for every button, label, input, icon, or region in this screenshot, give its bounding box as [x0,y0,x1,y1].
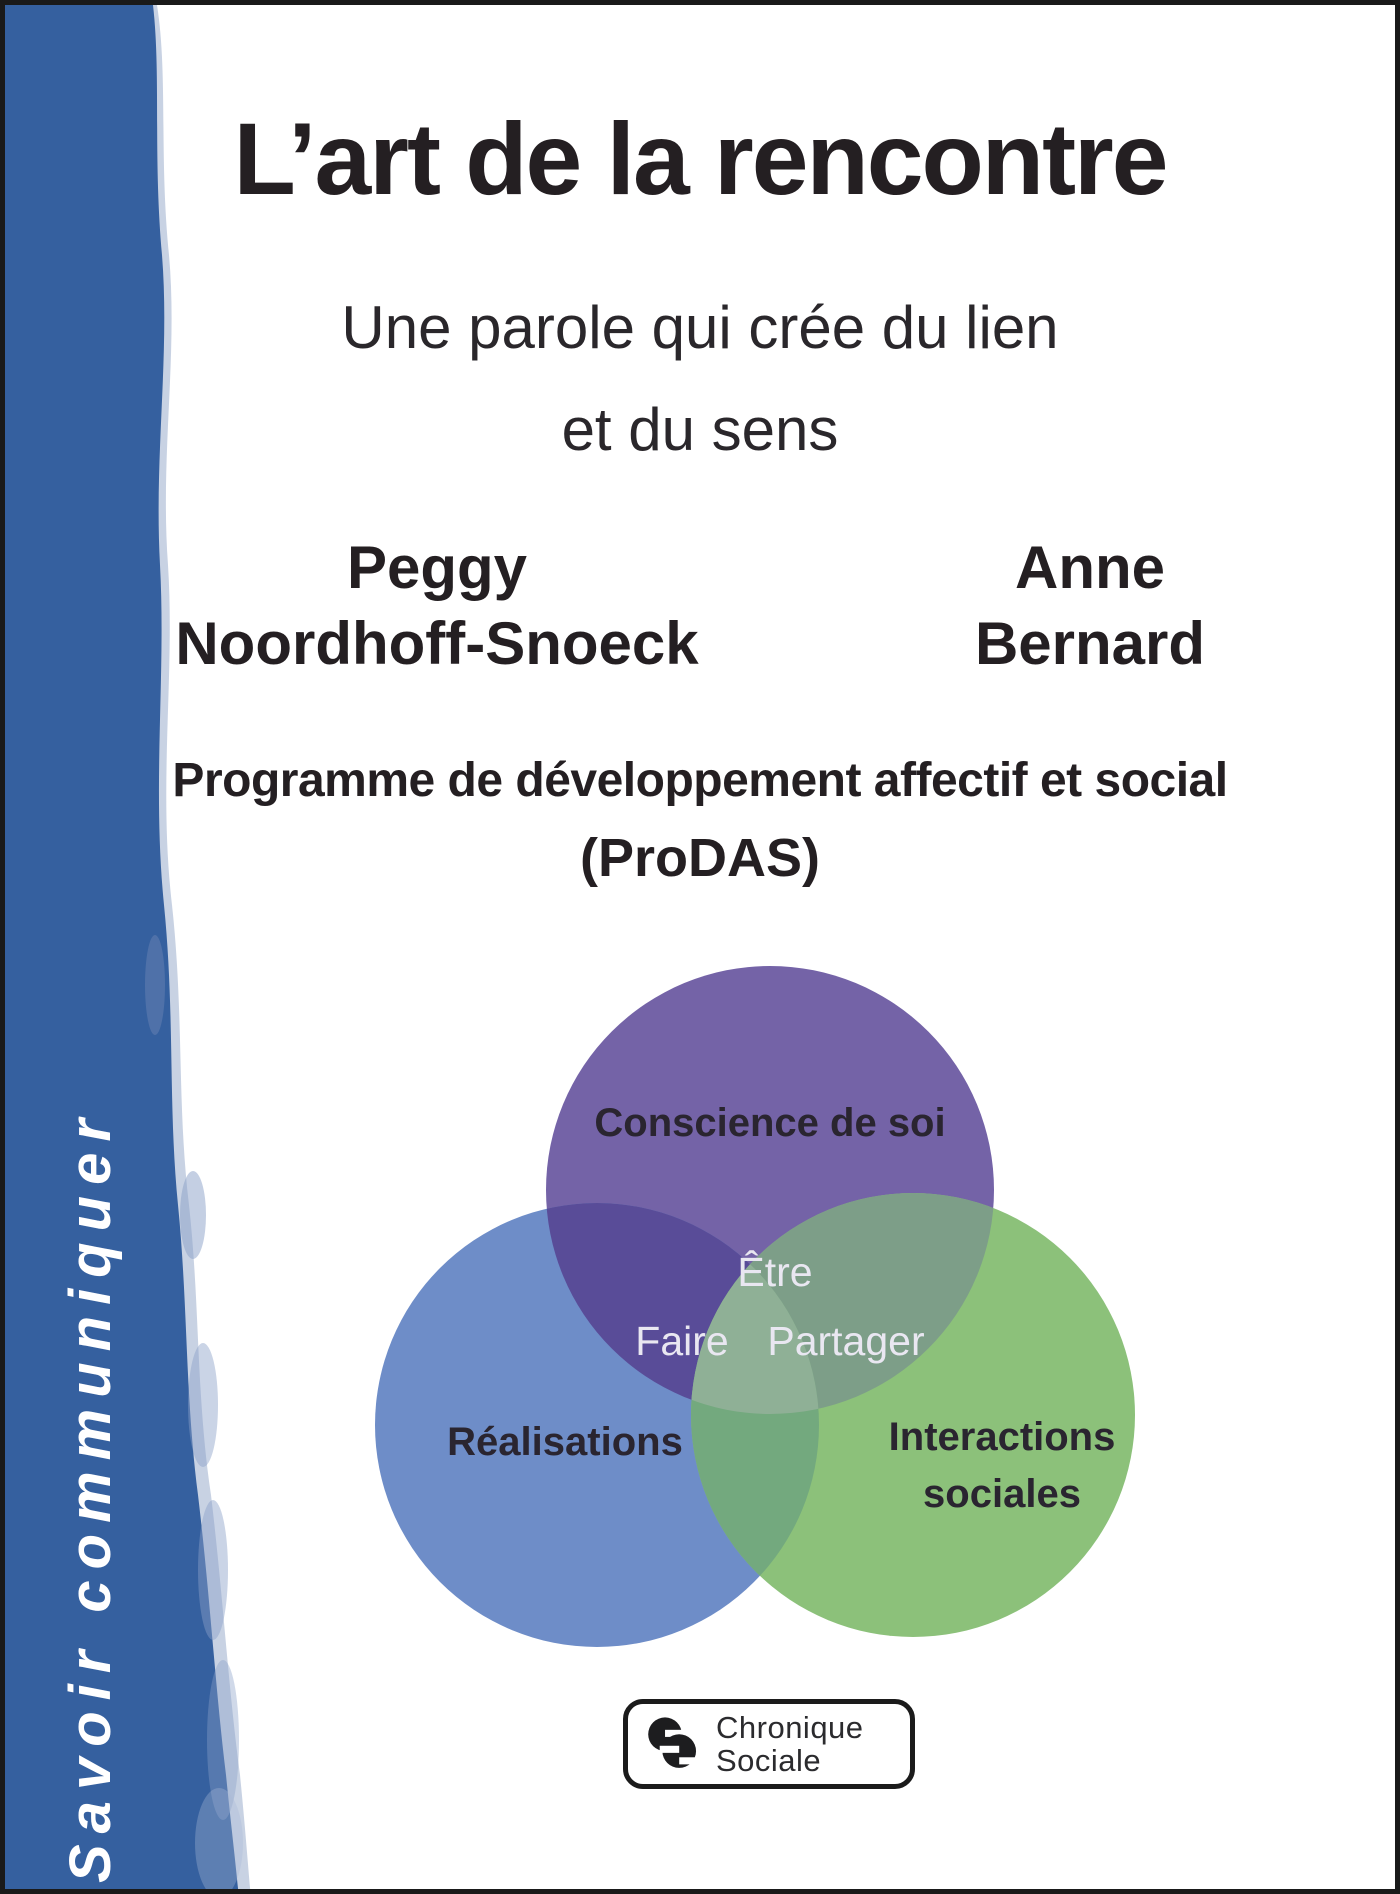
publisher-name-line1: Chronique [716,1709,864,1745]
author-anne-bernard [850,530,1330,682]
subtitle-line-2: et du sens [561,396,839,463]
series-label: Savoir communiquer [58,1108,123,1883]
venn-label-conscience-de-soi: Conscience de soi [594,1101,946,1145]
band-texture [198,1500,228,1640]
author-first-name: Peggy [346,534,528,601]
venn-center-label-partager: Partager [767,1318,925,1364]
book-subtitle [5,277,1395,481]
venn-label-interactions-line1: Interactions [888,1415,1116,1459]
venn-label-realisations: Réalisations [447,1420,683,1464]
author-peggy-noordhoff-snoeck [127,530,747,682]
publisher-logo [623,1699,915,1789]
venn-label-interactions-sociales [752,1409,1252,1523]
book-title: L’art de la rencontre [233,102,1167,216]
author-last-name: Noordhoff-Snoeck [175,610,699,677]
author-first-name: Anne [1015,534,1165,601]
venn-label-interactions-line2: sociales [923,1471,1081,1516]
publisher-name-line2: Sociale [716,1743,822,1778]
band-texture [145,935,165,1035]
publisher-name [716,1711,864,1778]
venn-diagram [375,966,1135,1647]
program-line: Programme de développement affectif et social [172,754,1228,807]
author-last-name: Bernard [974,610,1206,677]
band-texture [188,1343,218,1467]
subtitle-line-1: Une parole qui crée du lien [341,294,1059,361]
band-texture [195,1788,243,1894]
venn-center-label-faire: Faire [635,1318,729,1364]
band-texture [180,1171,206,1259]
venn-center-label-etre: Être [737,1249,813,1295]
chronique-sociale-cs-icon [642,1713,704,1775]
program-acronym: (ProDAS) [580,828,820,888]
